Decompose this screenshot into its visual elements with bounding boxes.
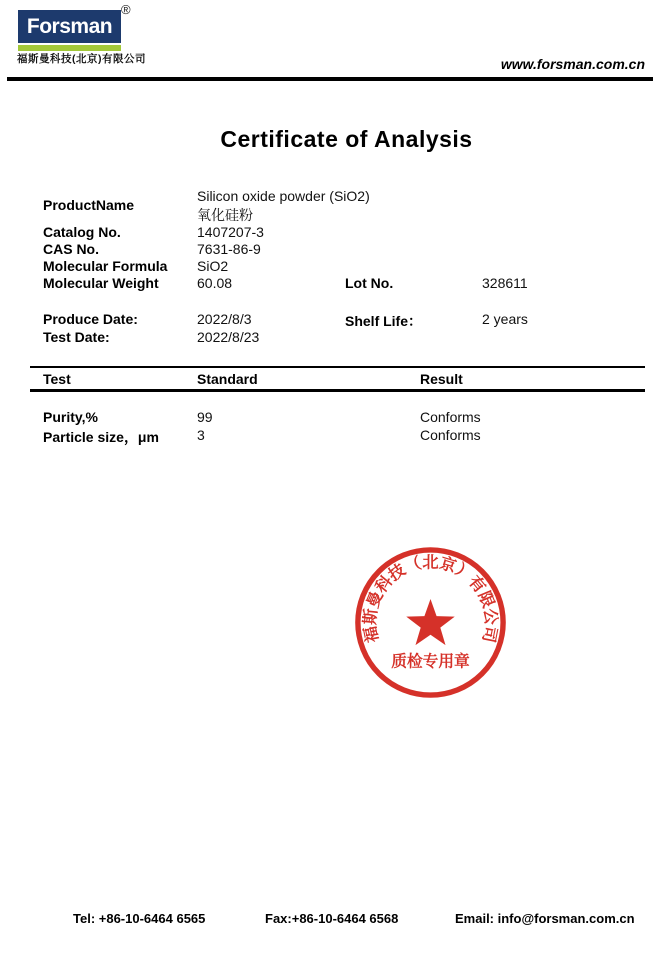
website-url: www.forsman.com.cn — [500, 56, 645, 72]
forsman-logo — [18, 10, 121, 43]
molecular-weight-label: Molecular Weight — [43, 275, 159, 291]
stamp-star-icon — [406, 599, 454, 645]
table-row-test: Purity,% — [43, 409, 98, 425]
table-rule-mid — [30, 389, 645, 392]
molecular-formula-value: SiO2 — [197, 258, 229, 274]
lot-no-label: Lot No. — [345, 275, 394, 291]
product-name-value: Silicon oxide powder (SiO2) — [197, 188, 370, 204]
shelf-life-value: 2 years — [482, 311, 528, 327]
table-rule-top — [30, 366, 645, 368]
molecular-formula-label: Molecular Formula — [43, 258, 168, 274]
footer-tel: Tel: +86-10-6464 6565 — [73, 911, 206, 926]
stamp-bottom-text: 质检专用章 — [391, 651, 470, 671]
table-header-result: Result — [420, 371, 463, 387]
table-row-test: Particle size，μm — [43, 429, 159, 445]
footer-fax: Fax:+86-10-6464 6568 — [265, 911, 399, 926]
molecular-weight-value: 60.08 — [197, 275, 233, 291]
table-row-standard: 99 — [197, 409, 213, 425]
footer-email: Email: info@forsman.com.cn — [455, 911, 635, 926]
shelf-life-label: Shelf Life： — [345, 313, 423, 329]
registered-trademark-icon: ® — [121, 2, 131, 17]
table-header-test: Test — [43, 371, 71, 387]
logo-wordmark: Forsman — [26, 14, 113, 38]
catalog-no-label: Catalog No. — [43, 224, 121, 240]
produce-date-label: Produce Date: — [43, 311, 138, 327]
cas-no-label: CAS No. — [43, 241, 99, 257]
table-row-result: Conforms — [420, 427, 481, 443]
page-title: Certificate of Analysis — [220, 126, 473, 152]
header-divider — [7, 77, 653, 81]
product-name-value-cn: 氧化硅粉 — [197, 207, 253, 223]
lot-no-value: 328611 — [482, 275, 528, 291]
test-date-value: 2022/8/23 — [197, 329, 260, 345]
table-row-standard: 3 — [197, 427, 205, 443]
table-row-result: Conforms — [420, 409, 481, 425]
cas-no-value: 7631-86-9 — [197, 241, 261, 257]
stamp-arc-text: 福斯曼科技（北京）有限公司 — [360, 552, 501, 645]
logo-company-name-cn: 福斯曼科技(北京)有限公司 — [17, 53, 146, 65]
company-seal-stamp — [352, 544, 509, 701]
table-header-standard: Standard — [197, 371, 258, 387]
product-name-label: ProductName — [43, 197, 135, 213]
produce-date-value: 2022/8/3 — [197, 311, 252, 327]
catalog-no-value: 1407207-3 — [197, 224, 264, 240]
test-date-label: Test Date: — [43, 329, 110, 345]
